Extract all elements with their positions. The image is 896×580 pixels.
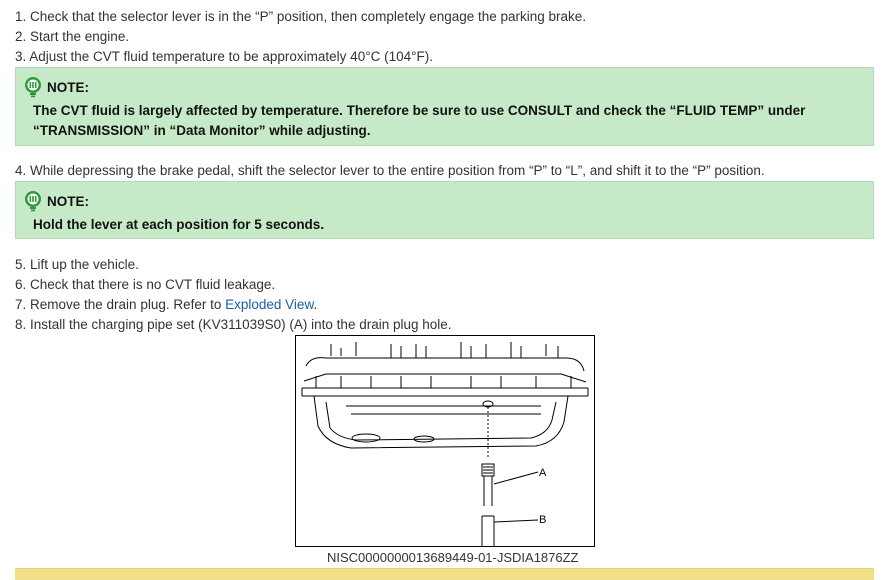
- note-text-line-1: Hold the lever at each position for 5 seconds.: [33, 217, 325, 232]
- note-box-hold-lever: [15, 181, 874, 239]
- step-5: 5. Lift up the vehicle.: [15, 257, 139, 272]
- step-7-suffix: .: [313, 297, 318, 312]
- step-4: 4. While depressing the brake pedal, shift the selector lever to the entire position from “P” to “L”, and shift it to the “P” position.: [15, 163, 765, 178]
- oil-pan-illustration: [296, 336, 594, 546]
- note-label: NOTE:: [47, 79, 89, 95]
- caution-bar: [15, 568, 874, 580]
- note-label: NOTE:: [47, 193, 89, 209]
- label-a: A: [539, 467, 547, 479]
- note-text-line-1: The CVT fluid is largely affected by temperature. Therefore be sure to use CONSULT and check the “FLUID TEMP” under: [33, 103, 806, 118]
- note-header: [22, 76, 89, 98]
- label-b: B: [539, 514, 547, 526]
- lightbulb-icon: [22, 190, 44, 212]
- step-7-text: 7. Remove the drain plug. Refer to: [15, 297, 226, 312]
- step-1: 1. Check that the selector lever is in the “P” position, then completely engage the parking brake.: [15, 9, 587, 24]
- step-3: 3. Adjust the CVT fluid temperature to be approximately 40°C (104°F).: [15, 49, 434, 64]
- transmission-diagram: [295, 335, 595, 547]
- lightbulb-icon: [22, 76, 44, 98]
- step-6: 6. Check that there is no CVT fluid leakage.: [15, 277, 276, 292]
- exploded-view-link[interactable]: Exploded View: [225, 297, 314, 312]
- note-text-line-2: “TRANSMISSION” in “Data Monitor” while adjusting.: [33, 123, 371, 138]
- step-2: 2. Start the engine.: [15, 29, 130, 44]
- note-box-fluid-temp: [15, 67, 874, 146]
- note-header: [22, 190, 89, 212]
- step-7: [15, 296, 317, 314]
- step-8: 8. Install the charging pipe set (KV311039S0) (A) into the drain plug hole.: [15, 317, 452, 332]
- figure-caption: NISC0000000013689449-01-JSDIA1876ZZ: [327, 550, 579, 565]
